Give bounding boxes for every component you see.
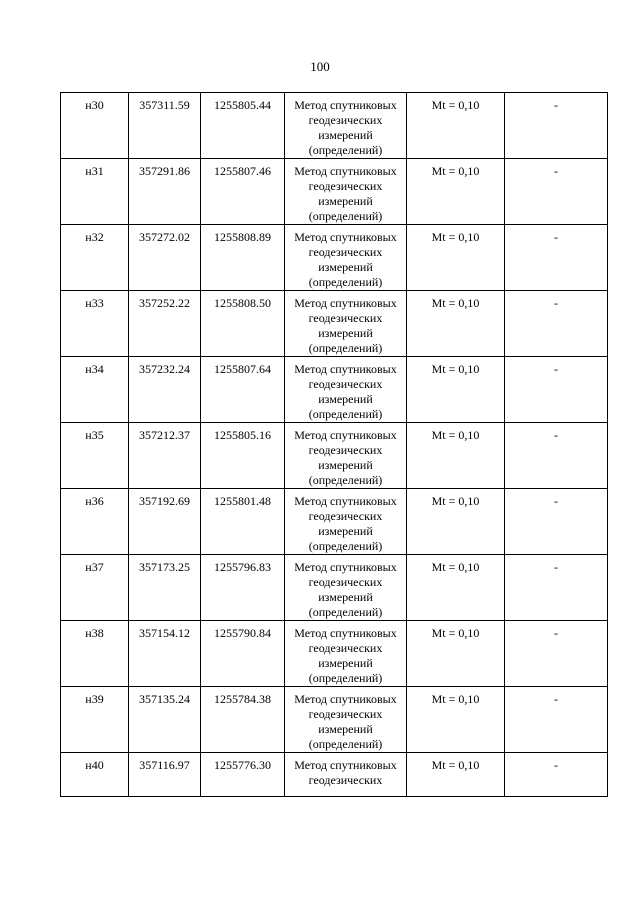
method-cell (285, 357, 407, 423)
note-cell: - (505, 687, 608, 753)
method-cell (285, 93, 407, 159)
method-line: геодезических (308, 443, 383, 457)
x-coordinate-cell: 357252.22 (129, 291, 201, 357)
coordinates-table-body (61, 93, 608, 797)
table-row (61, 687, 608, 753)
x-coordinate-cell: 357272.02 (129, 225, 201, 291)
method-line: Метод спутниковых (294, 626, 397, 640)
method-line: геодезических (308, 773, 383, 787)
method-line: Метод спутниковых (294, 428, 397, 442)
point-name-cell: н39 (61, 687, 129, 753)
x-coordinate-cell: 357212.37 (129, 423, 201, 489)
method-line: Метод спутниковых (294, 560, 397, 574)
note-cell: - (505, 753, 608, 797)
method-line: Метод спутниковых (294, 98, 397, 112)
accuracy-cell: Mt = 0,10 (407, 423, 505, 489)
note-cell: - (505, 291, 608, 357)
point-name-cell: н35 (61, 423, 129, 489)
method-line: (определений) (308, 737, 383, 751)
accuracy-cell: Mt = 0,10 (407, 687, 505, 753)
table-row (61, 621, 608, 687)
x-coordinate-cell: 357192.69 (129, 489, 201, 555)
point-name-cell: н33 (61, 291, 129, 357)
method-line: измерений (318, 326, 373, 340)
method-line: измерений (318, 524, 373, 538)
method-line: геодезических (308, 245, 383, 259)
method-line: измерений (318, 590, 373, 604)
table-row (61, 555, 608, 621)
y-coordinate-cell: 1255796.83 (201, 555, 285, 621)
table-row (61, 357, 608, 423)
x-coordinate-cell: 357135.24 (129, 687, 201, 753)
point-name-cell: н31 (61, 159, 129, 225)
x-coordinate-cell: 357173.25 (129, 555, 201, 621)
method-cell (285, 687, 407, 753)
method-line: измерений (318, 458, 373, 472)
y-coordinate-cell: 1255805.16 (201, 423, 285, 489)
method-line: Метод спутниковых (294, 692, 397, 706)
note-cell: - (505, 159, 608, 225)
method-cell (285, 159, 407, 225)
method-line: Метод спутниковых (294, 494, 397, 508)
table-row (61, 159, 608, 225)
x-coordinate-cell: 357116.97 (129, 753, 201, 797)
method-line: (определений) (308, 539, 383, 553)
method-line: геодезических (308, 509, 383, 523)
method-cell (285, 291, 407, 357)
accuracy-cell: Mt = 0,10 (407, 753, 505, 797)
method-cell (285, 423, 407, 489)
note-cell: - (505, 357, 608, 423)
y-coordinate-cell: 1255807.64 (201, 357, 285, 423)
method-line: измерений (318, 392, 373, 406)
point-name-cell: н34 (61, 357, 129, 423)
coordinates-table (60, 92, 608, 797)
method-line: (определений) (308, 143, 383, 157)
method-line: (определений) (308, 473, 383, 487)
method-cell (285, 753, 407, 797)
method-line: (определений) (308, 671, 383, 685)
method-cell (285, 555, 407, 621)
note-cell: - (505, 225, 608, 291)
note-cell: - (505, 489, 608, 555)
method-line: Метод спутниковых (294, 230, 397, 244)
method-line: Метод спутниковых (294, 164, 397, 178)
y-coordinate-cell: 1255807.46 (201, 159, 285, 225)
method-cell (285, 225, 407, 291)
method-line: измерений (318, 656, 373, 670)
method-line: измерений (318, 260, 373, 274)
point-name-cell: н40 (61, 753, 129, 797)
x-coordinate-cell: 357232.24 (129, 357, 201, 423)
point-name-cell: н36 (61, 489, 129, 555)
note-cell: - (505, 423, 608, 489)
method-line: геодезических (308, 641, 383, 655)
method-line: геодезических (308, 707, 383, 721)
note-cell: - (505, 93, 608, 159)
method-line: Метод спутниковых (294, 362, 397, 376)
method-line: Метод спутниковых (294, 296, 397, 310)
table-row (61, 489, 608, 555)
accuracy-cell: Mt = 0,10 (407, 555, 505, 621)
table-row (61, 225, 608, 291)
method-line: измерений (318, 194, 373, 208)
method-cell (285, 489, 407, 555)
note-cell: - (505, 621, 608, 687)
accuracy-cell: Mt = 0,10 (407, 489, 505, 555)
method-line: измерений (318, 722, 373, 736)
accuracy-cell: Mt = 0,10 (407, 621, 505, 687)
method-line: геодезических (308, 311, 383, 325)
method-line: Метод спутниковых (294, 758, 397, 772)
table-row (61, 753, 608, 797)
x-coordinate-cell: 357311.59 (129, 93, 201, 159)
method-line: (определений) (308, 605, 383, 619)
y-coordinate-cell: 1255808.50 (201, 291, 285, 357)
y-coordinate-cell: 1255805.44 (201, 93, 285, 159)
accuracy-cell: Mt = 0,10 (407, 357, 505, 423)
accuracy-cell: Mt = 0,10 (407, 159, 505, 225)
method-line: геодезических (308, 179, 383, 193)
y-coordinate-cell: 1255784.38 (201, 687, 285, 753)
point-name-cell: н32 (61, 225, 129, 291)
y-coordinate-cell: 1255808.89 (201, 225, 285, 291)
accuracy-cell: Mt = 0,10 (407, 93, 505, 159)
table-row (61, 93, 608, 159)
method-line: геодезических (308, 575, 383, 589)
y-coordinate-cell: 1255776.30 (201, 753, 285, 797)
accuracy-cell: Mt = 0,10 (407, 291, 505, 357)
y-coordinate-cell: 1255790.84 (201, 621, 285, 687)
page-number: 100 (310, 59, 330, 74)
x-coordinate-cell: 357154.12 (129, 621, 201, 687)
method-line: геодезических (308, 113, 383, 127)
method-line: (определений) (308, 275, 383, 289)
note-cell: - (505, 555, 608, 621)
point-name-cell: н38 (61, 621, 129, 687)
point-name-cell: н37 (61, 555, 129, 621)
method-line: измерений (318, 128, 373, 142)
method-line: (определений) (308, 209, 383, 223)
method-line: (определений) (308, 341, 383, 355)
method-line: (определений) (308, 407, 383, 421)
accuracy-cell: Mt = 0,10 (407, 225, 505, 291)
method-line: геодезических (308, 377, 383, 391)
point-name-cell: н30 (61, 93, 129, 159)
table-row (61, 423, 608, 489)
x-coordinate-cell: 357291.86 (129, 159, 201, 225)
y-coordinate-cell: 1255801.48 (201, 489, 285, 555)
method-cell (285, 621, 407, 687)
table-row (61, 291, 608, 357)
